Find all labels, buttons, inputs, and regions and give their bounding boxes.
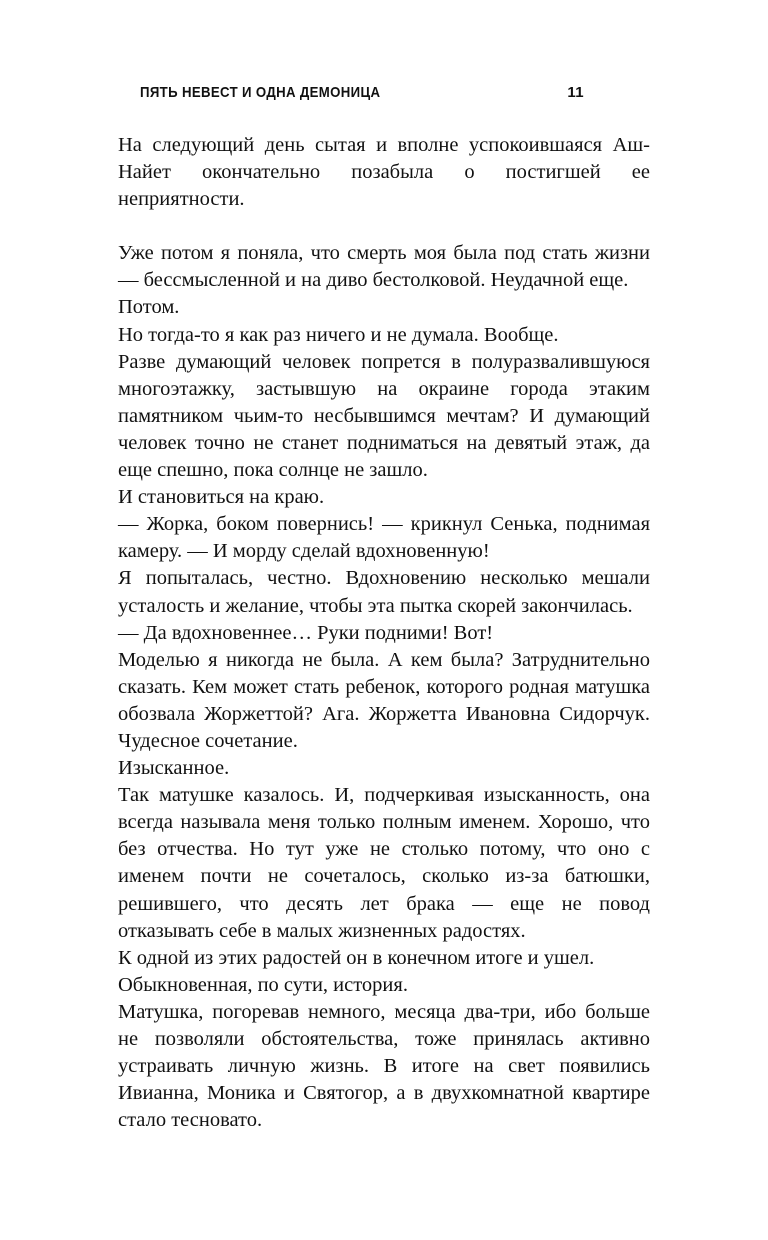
paragraph: Изысканное. [118,757,230,780]
book-title: ПЯТЬ НЕВЕСТ И ОДНА ДЕМОНИЦА [140,84,381,101]
running-head [140,84,584,106]
paragraph: Уже потом я поняла, что смерть моя была под стать жизни — бессмысленной и на диво бестолковой. Неудачной еще. [118,242,650,292]
paragraph: Матушка, погоревав немного, месяца два-три, ибо больше не позволяли обстоятельства, тоже принялась активно устраивать личную жизнь. В итоге на свет появились Ивианна, Моника и Святогор, а в двухкомнатной квартире стало тесновато. [118,1000,650,1132]
paragraph: — Жорка, боком повернись! — крикнул Сенька, поднимая камеру. — И морду сделай вдохновенную! [118,513,650,563]
paragraph: К одной из этих радостей он в конечном итоге и ушел. [118,946,595,969]
page-number: 11 [567,84,584,101]
paragraph: Но тогда-то я как раз ничего и не думала. Вообще. [118,323,559,346]
paragraph: Разве думающий человек попрется в полуразвалившуюся многоэтажку, застывшую на окраине города этаким памятником чьим-то несбывшимся мечтам? И думающий человек точно не станет подниматься на девятый этаж, да еще спешно, пока солнце не зашло. [118,350,650,482]
paragraph: Так матушке казалось. И, подчеркивая изысканность, она всегда называла меня только полным именем. Хорошо, что без отчества. Но тут уже не столько потому, что оно с именем почти не сочеталось, сколько из-за батюшки, решившего, что десять лет брака — еще не повод отказывать себе в малых жизненных радостях. [118,784,650,942]
paragraph: И становиться на краю. [118,486,325,509]
paragraph: Потом. [118,296,180,319]
paragraph: На следующий день сытая и вполне успокоившаяся Аш-Найет окончательно позабыла о постигшей ее неприятности. [118,134,650,211]
paragraph: Моделью я никогда не была. А кем была? Затруднительно сказать. Кем может стать ребенок, которого родная матушка обозвала Жоржеттой? Ага. Жоржетта Ивановна Сидорчук. Чудесное сочетание. [118,648,650,752]
paragraph: — Да вдохновеннее… Руки подними! Вот! [118,621,494,644]
paragraph: Я попыталась, честно. Вдохновению несколько мешали усталость и желание, чтобы эта пытка скорей закончилась. [118,567,650,617]
body-text [118,132,650,1134]
paragraph: Обыкновенная, по сути, история. [118,973,408,996]
